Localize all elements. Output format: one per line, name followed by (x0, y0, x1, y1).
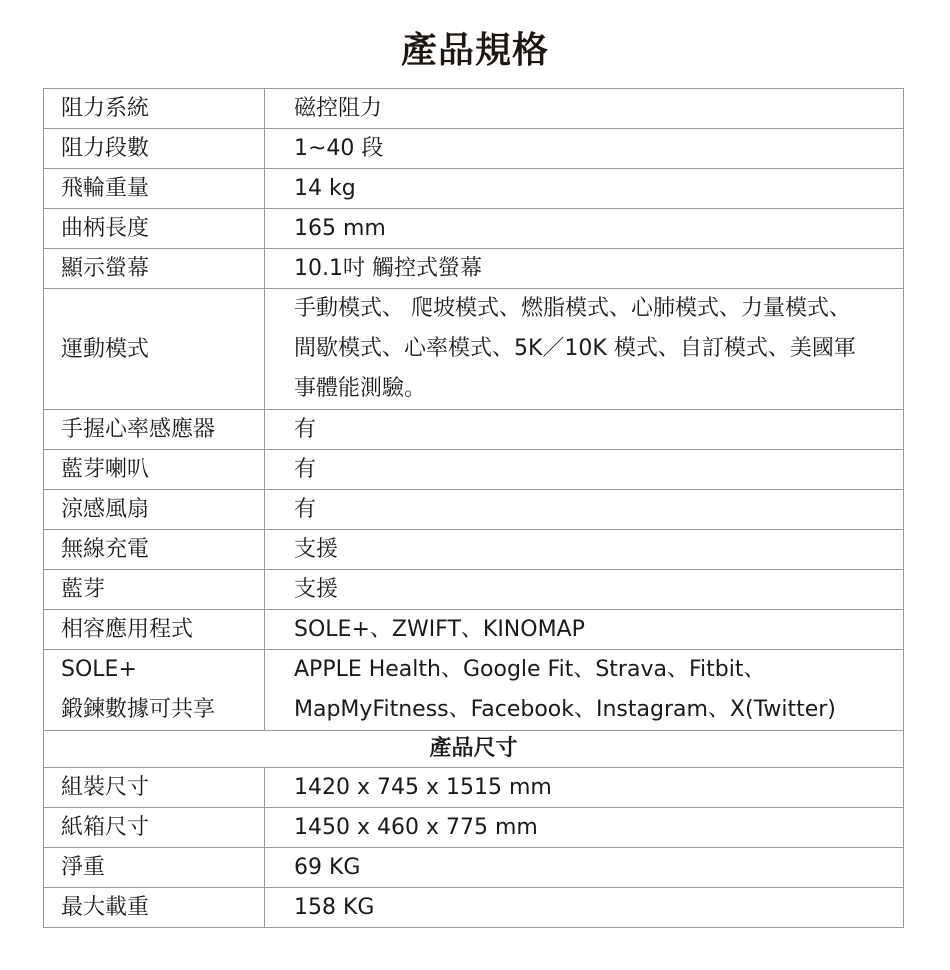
spec-label: 阻力系統 (44, 89, 265, 129)
spec-value (265, 289, 904, 410)
spec-value: 有 (265, 490, 904, 530)
spec-row-data-sharing (44, 650, 904, 731)
spec-row-crank-length (44, 209, 904, 249)
spec-label: 曲柄長度 (44, 209, 265, 249)
spec-row-workout-modes (44, 289, 904, 410)
spec-row-max-load (44, 888, 904, 928)
spec-row-bluetooth (44, 570, 904, 610)
spec-label: 淨重 (44, 848, 265, 888)
section-heading: 產品尺寸 (44, 731, 904, 768)
spec-row-display (44, 249, 904, 289)
spec-row-resistance-system (44, 89, 904, 129)
spec-label: 無線充電 (44, 530, 265, 570)
spec-row-net-weight (44, 848, 904, 888)
spec-value: 磁控阻力 (265, 89, 904, 129)
spec-label-line: 鍛鍊數據可共享 (61, 697, 216, 722)
spec-value-line: 事體能測驗。 (294, 376, 427, 401)
spec-row-carton-size (44, 808, 904, 848)
spec-label: 相容應用程式 (44, 610, 265, 650)
page-title: 產品規格 (400, 30, 549, 71)
spec-label: 藍芽 (44, 570, 265, 610)
spec-value-line: MapMyFitness、Facebook、Instagram、X(Twitter) (294, 697, 836, 722)
spec-label: 顯示螢幕 (44, 249, 265, 289)
spec-label: 阻力段數 (44, 129, 265, 169)
spec-label: 手握心率感應器 (44, 410, 265, 450)
spec-row-flywheel-weight (44, 169, 904, 209)
spec-value: 14 kg (265, 169, 904, 209)
spec-label: 藍芽喇叭 (44, 450, 265, 490)
spec-label: 飛輪重量 (44, 169, 265, 209)
spec-row-hand-pulse-sensor (44, 410, 904, 450)
spec-value: 有 (265, 450, 904, 490)
spec-value: 有 (265, 410, 904, 450)
dimensions-header-row (44, 731, 904, 768)
spec-value: 10.1吋 觸控式螢幕 (265, 249, 904, 289)
spec-label: 紙箱尺寸 (44, 808, 265, 848)
spec-label: 最大載重 (44, 888, 265, 928)
spec-label-line: SOLE+ (61, 657, 137, 682)
spec-row-wireless-charging (44, 530, 904, 570)
spec-row-bluetooth-speaker (44, 450, 904, 490)
spec-label: 運動模式 (44, 289, 265, 410)
spec-row-compatible-apps (44, 610, 904, 650)
spec-value: 支援 (265, 570, 904, 610)
spec-value: 1450 x 460 x 775 mm (265, 808, 904, 848)
spec-label: 涼感風扇 (44, 490, 265, 530)
spec-row-cooling-fan (44, 490, 904, 530)
spec-table (43, 88, 904, 928)
spec-label (44, 650, 265, 731)
spec-value: SOLE+、ZWIFT、KINOMAP (265, 610, 904, 650)
spec-value: 1420 x 745 x 1515 mm (265, 768, 904, 808)
spec-row-resistance-levels (44, 129, 904, 169)
spec-row-assembled-size (44, 768, 904, 808)
spec-value-line: 手動模式、 爬坡模式、燃脂模式、心肺模式、力量模式、 (294, 296, 851, 321)
spec-value-line: APPLE Health、Google Fit、Strava、Fitbit、 (294, 657, 766, 682)
spec-value: 165 mm (265, 209, 904, 249)
spec-label: 組裝尺寸 (44, 768, 265, 808)
spec-value (265, 650, 904, 731)
spec-value: 158 KG (265, 888, 904, 928)
spec-value: 1~40 段 (265, 129, 904, 169)
spec-value: 支援 (265, 530, 904, 570)
spec-value-line: 間歇模式、心率模式、5K／10K 模式、自訂模式、美國軍 (294, 336, 856, 361)
spec-value: 69 KG (265, 848, 904, 888)
